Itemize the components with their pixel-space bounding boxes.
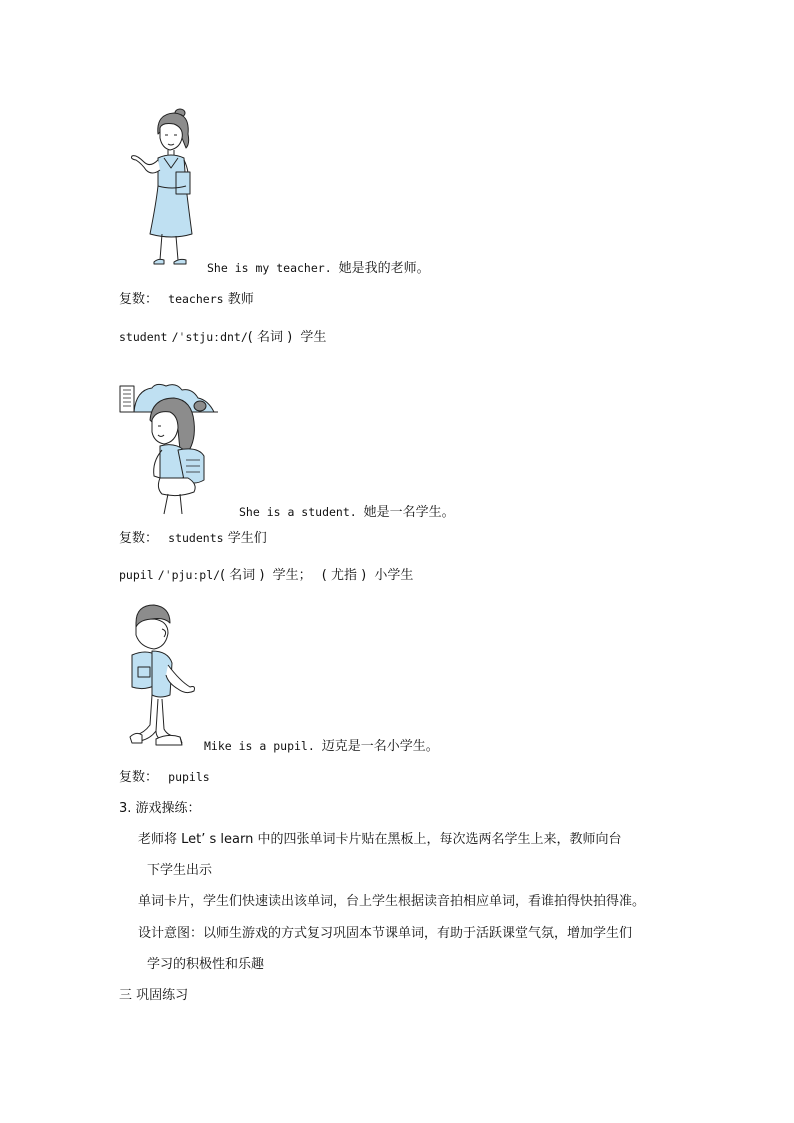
teacher-caption [207, 260, 430, 277]
teacher-caption-en: She is my teacher. [207, 261, 332, 275]
student-caption-zh: 她是一名学生。 [363, 505, 455, 520]
vocab-note: ( 尤指 ) [321, 568, 367, 583]
vocab-meaning: 学生； [272, 568, 312, 583]
vocab-phonetic: /ˈpjuːpl/ [157, 568, 221, 582]
vocab-pos: ( 名词 ) [220, 568, 265, 583]
teacher-plural-line [119, 291, 254, 308]
pupil-plural-line [119, 769, 210, 786]
vocab-note-meaning: 小学生 [374, 568, 414, 583]
vocab-pos: ( 名词 ) [247, 330, 293, 345]
plural-word: teachers [168, 292, 224, 306]
student-vocab-line [119, 329, 326, 346]
pupil-caption-en: Mike is a pupil. [204, 739, 315, 753]
student-caption-en: She is a student. [239, 505, 357, 519]
vocab-meaning: 学生 [300, 330, 327, 345]
teacher-illustration [128, 104, 198, 272]
vocab-word: pupil [119, 568, 154, 582]
student-illustration [118, 380, 222, 518]
game-paragraph-2: 单词卡片，学生们快速读出该单词，台上学生根据读音拍相应单词，看谁拍得快拍得准。 [138, 894, 646, 909]
plural-meaning: 教师 [227, 292, 254, 307]
student-plural-line [119, 530, 267, 547]
plural-label: 复数： [119, 292, 159, 307]
pupil-vocab-line [119, 567, 413, 584]
student-caption [239, 504, 455, 521]
plural-word: students [168, 531, 224, 545]
game-paragraph-1-line-1: 老师将 Let’ s learn 中的四张单词卡片贴在黑板上，每次选两名学生上来，教师向台 [138, 832, 622, 847]
teacher-caption-zh: 她是我的老师。 [338, 261, 430, 276]
plural-label: 复数： [119, 531, 159, 546]
plural-word: pupils [168, 770, 210, 784]
game-heading: 3. 游戏操练： [119, 801, 201, 816]
pupil-caption-zh: 迈克是一名小学生。 [321, 739, 439, 754]
vocab-word: student [119, 330, 168, 344]
plural-meaning: 学生们 [227, 531, 267, 546]
game-paragraph-1-line-2: 下学生出示 [147, 863, 213, 878]
plural-label: 复数： [119, 770, 159, 785]
pupil-illustration [128, 603, 198, 749]
section-3-heading: 三 巩固练习 [119, 988, 189, 1003]
pupil-caption [204, 738, 439, 755]
game-paragraph-3-line-2: 学习的积极性和乐趣 [147, 957, 265, 972]
vocab-phonetic: /ˈstjuːdnt/ [171, 330, 248, 344]
game-paragraph-3-line-1: 设计意图：以师生游戏的方式复习巩固本节课单词，有助于活跃课堂气氛，增加学生们 [138, 926, 633, 941]
